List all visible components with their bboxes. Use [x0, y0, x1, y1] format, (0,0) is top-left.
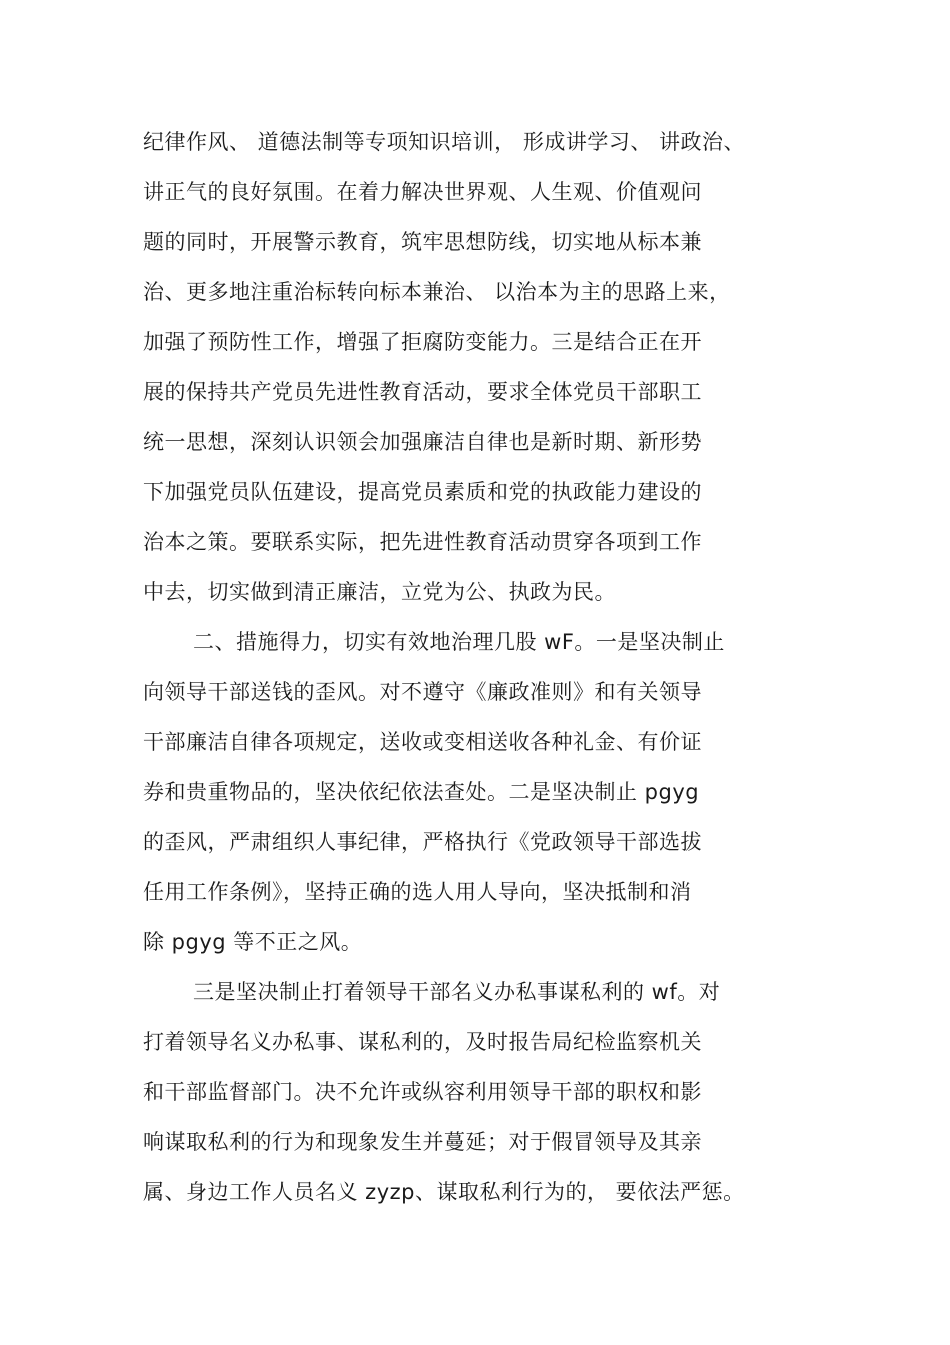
text-line: 统一思想，深刻认识领会加强廉洁自律也是新时期、新形势 — [143, 430, 702, 454]
text-line: 纪律作风、 道德法制等专项知识培训， 形成讲学习、 讲政治、 — [143, 130, 746, 154]
text-line: 干部廉洁自律各项规定，送收或变相送收各种礼金、有价证 — [143, 730, 702, 754]
text-line: 向领导干部送钱的歪风。对不遵守《廉政准则》和有关领导 — [143, 680, 702, 704]
text-line: 任用工作条例》，坚持正确的选人用人导向，坚决抵制和消 — [143, 880, 692, 904]
text-line: 券和贵重物品的，坚决依纪依法查处。二是坚决制止 pgyg — [143, 780, 700, 804]
text-line: 中去，切实做到清正廉洁，立党为公、执政为民。 — [143, 580, 616, 604]
text-line: 除 pgyg 等不正之风。 — [143, 930, 363, 954]
text-line: 属、身边工作人员名义 zyzp、谋取私利行为的， 要依法严惩。 — [143, 1180, 745, 1204]
text-line: 治、更多地注重治标转向标本兼治、 以治本为主的思路上来， — [143, 280, 731, 304]
text-line: 加强了预防性工作，增强了拒腐防变能力。三是结合正在开 — [143, 330, 702, 354]
text-line: 下加强党员队伍建设，提高党员素质和党的执政能力建设的 — [143, 480, 702, 504]
text-line: 打着领导名义办私事、谋私利的，及时报告局纪检监察机关 — [143, 1030, 702, 1054]
paragraph-start-line: 三是坚决制止打着领导干部名义办私事谋私利的 wf。对 — [193, 980, 721, 1004]
text-line: 的歪风，严肃组织人事纪律，严格执行《党政领导干部选拔 — [143, 830, 702, 854]
text-line: 响谋取私利的行为和现象发生并蔓延；对于假冒领导及其亲 — [143, 1130, 702, 1154]
text-line: 治本之策。要联系实际，把先进性教育活动贯穿各项到工作 — [143, 530, 702, 554]
paragraph-start-line: 二、措施得力，切实有效地治理几股 wF。一是坚决制止 — [193, 630, 725, 654]
text-line: 和干部监督部门。决不允许或纵容利用领导干部的职权和影 — [143, 1080, 702, 1104]
text-line: 题的同时，开展警示教育，筑牢思想防线，切实地从标本兼 — [143, 230, 702, 254]
text-line: 展的保持共产党员先进性教育活动，要求全体党员干部职工 — [143, 380, 702, 404]
text-line: 讲正气的良好氛围。在着力解决世界观、人生观、价值观问 — [143, 180, 702, 204]
